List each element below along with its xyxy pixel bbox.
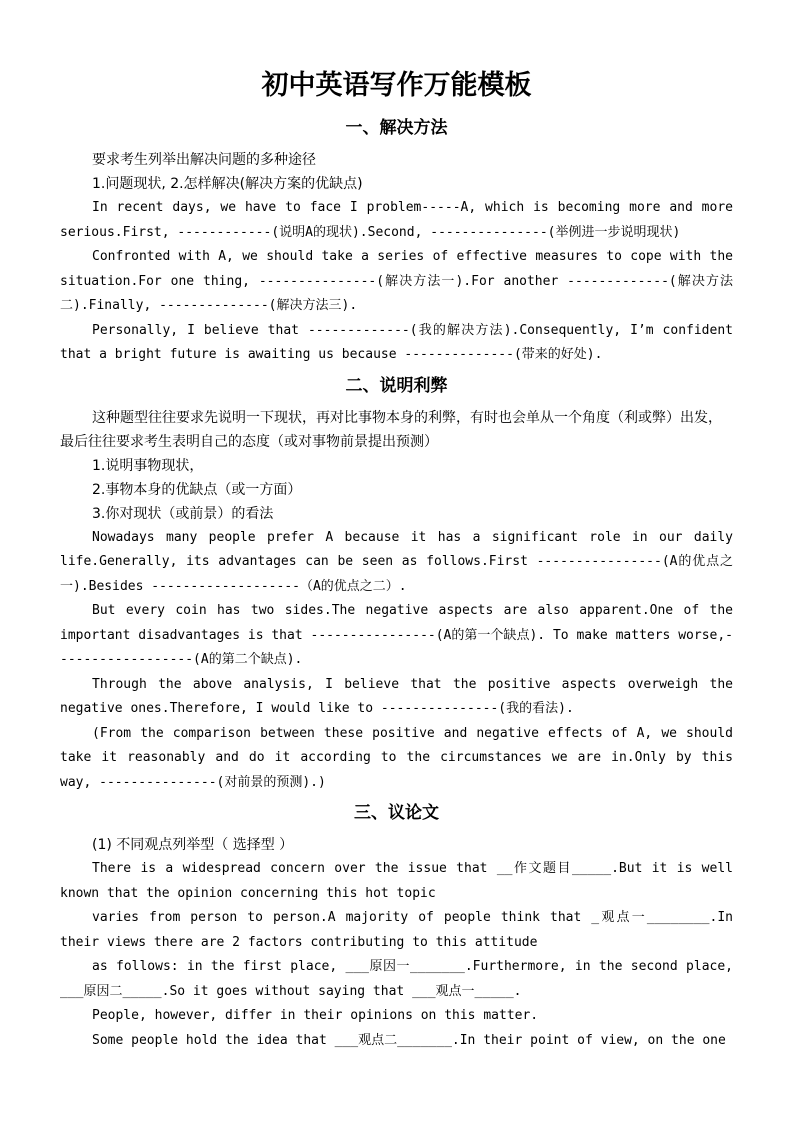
section-point: 1.说明事物现状， bbox=[92, 457, 204, 474]
section-heading-pros-cons: 二、说明利弊 bbox=[345, 375, 448, 396]
document-title: 初中英语写作万能模板 bbox=[261, 70, 532, 101]
paragraph: There is a widespread concern over the issue that __作文题目_____.But it is well known that the opinion concerning this hot topic bbox=[60, 861, 733, 901]
section-point: 3.你对现状（或前景）的看法 bbox=[92, 505, 274, 522]
paragraph: Confronted with A, we should take a series of effective measures to cope with the situation.For one thing, ---------------(解决方法一).For another -------------(解决方法二).Finally, --------------(解决方法三). bbox=[60, 249, 733, 313]
section-heading-argumentative: 三、议论文 bbox=[354, 803, 439, 823]
section-intro: 要求考生列举出解决问题的多种途径 bbox=[92, 152, 316, 168]
section-points: 1.问题现状, 2.怎样解决(解决方案的优缺点) bbox=[92, 176, 363, 192]
paragraph: varies from person to person.A majority of people think that _观点一________.In their views there are 2 factors contributing to this attitude bbox=[60, 910, 733, 950]
section-intro: 这种题型往往要求先说明一下现状，再对比事物本身的利弊，有时也会单从一个角度（利或弊）出发，最后往往要求考生表明自己的态度（或对事物前景提出预测） bbox=[60, 409, 722, 450]
paragraph: People, however, differ in their opinions on this matter. bbox=[92, 1008, 539, 1023]
paragraph: Nowadays many people prefer A because it has a significant role in our daily life.Generally, its advantages can be seen as follows.First ----------------(A的优点之一).Besides -------------------（A的优点之二）. bbox=[60, 529, 733, 594]
subsection-heading: (1) 不同观点列举型（ 选择型 ） bbox=[92, 837, 294, 853]
paragraph: But every coin has two sides.The negative aspects are also apparent.One of the important disadvantages is that ----------------(A的第一个缺点). To make matters worse,------------------(A的第二个缺点). bbox=[60, 603, 733, 667]
paragraph: Some people hold the idea that ___观点二_______.In their point of view, on the one bbox=[92, 1032, 726, 1048]
paragraph: as follows: in the first place, ___原因一_______.Furthermore, in the second place, ___原因二_____.So it goes without saying that ___观点一_____. bbox=[60, 959, 733, 999]
section-heading-solutions: 一、解决方法 bbox=[345, 118, 448, 138]
section-point: 2.事物本身的优缺点（或一方面） bbox=[92, 481, 302, 498]
paragraph: (From the comparison between these positive and negative effects of A, we should take it reasonably and do it according to the circumstances we are in.Only by this way, ---------------(对前景的预测).) bbox=[60, 725, 733, 790]
paragraph: Through the above analysis, I believe that the positive aspects overweigh the negative ones.Therefore, I would like to ---------------(我的看法). bbox=[60, 676, 733, 716]
paragraph: In recent days, we have to face I problem-----A, which is becoming more and more serious.First, ------------(说明A的现状).Second, ---------------(举例进一步说明现状) bbox=[60, 200, 733, 240]
paragraph: Personally, I believe that -------------(我的解决方法).Consequently, I’m confident that a bright future is awaiting us because --------------(带来的好处). bbox=[60, 322, 733, 362]
